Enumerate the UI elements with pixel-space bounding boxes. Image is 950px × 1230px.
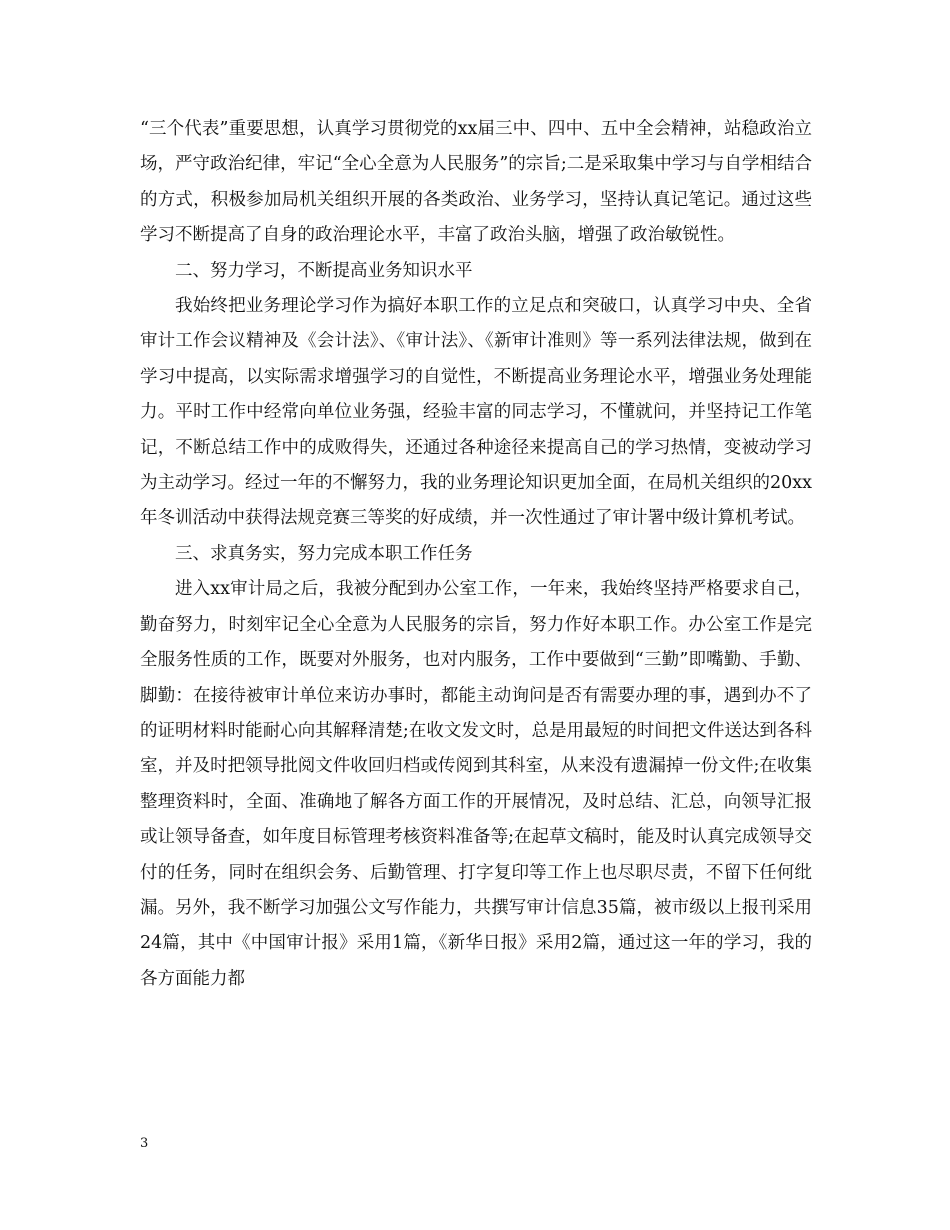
paragraph-business-study: 我始终把业务理论学习作为搞好本职工作的立足点和突破口，认真学习中央、全省审计工作会议精神及《会计法》、《审计法》、《新审计准则》等一系列法律法规，做到在学习中提高，以实际需求增强学习的自觉性，不断提高业务理论水平，增强业务处理能力。平时工作中经常向单位业务强，经验丰富的同志学习，不懂就问，并坚持记工作笔记，不断总结工作中的成败得失，还通过各种途径来提高自己的学习热情，变被动学习为主动学习。经过一年的不懈努力，我的业务理论知识更加全面，在局机关组织的20xx年冬训活动中获得法规竞赛三等奖的好成绩，并一次性通过了审计署中级计算机考试。 (140, 296, 813, 529)
document-body (140, 112, 812, 997)
paragraph-political-study: “三个代表”重要思想，认真学习贯彻党的xx届三中、四中、五中全会精神，站稳政治立场，严守政治纪律，牢记“全心全意为人民服务”的宗旨;二是采取集中学习与自学相结合的方式，积极参加局机关组织开展的各类政治、业务学习，坚持认真记笔记。通过这些学习不断提高了自身的政治理论水平，丰富了政治头脑，增强了政治敏锐性。 (140, 119, 812, 246)
paragraph-job-tasks: 进入xx审计局之后，我被分配到办公室工作，一年来，我始终坚持严格要求自己，勤奋努力，时刻牢记全心全意为人民服务的宗旨，努力作好本职工作。办公室工作是完全服务性质的工作，既要对外服务，也对内服务，工作中要做到“三勤”即嘴勤、手勤、脚勤：在接待被审计单位来访办事时，都能主动询问是否有需要办理的事，遇到办不了的证明材料时能耐心向其解释清楚;在收文发文时，总是用最短的时间把文件送达到各科室，并及时把领导批阅文件收回归档或传阅到其科室，从来没有遗漏掉一份文件;在收集整理资料时，全面、准确地了解各方面工作的开展情况，及时总结、汇总，向领导汇报或让领导备查，如年度目标管理考核资料准备等;在起草文稿时，能及时认真完成领导交付的任务，同时在组织会务、后勤管理、打字复印等工作上也尽职尽责，不留下任何纰漏。另外，我不断学习加强公文写作能力，共撰写审计信息35篇，被市级以上报刊采用24篇，其中《中国审计报》采用1篇，《新华日报》采用2篇，通过这一年的学习，我的各方面能力都 (140, 579, 812, 989)
section-heading-job-tasks: 三、求真务实，努力完成本职工作任务 (175, 543, 473, 564)
page-number: 3 (140, 1136, 149, 1151)
section-heading-business-study: 二、努力学习，不断提高业务知识水平 (175, 260, 473, 281)
